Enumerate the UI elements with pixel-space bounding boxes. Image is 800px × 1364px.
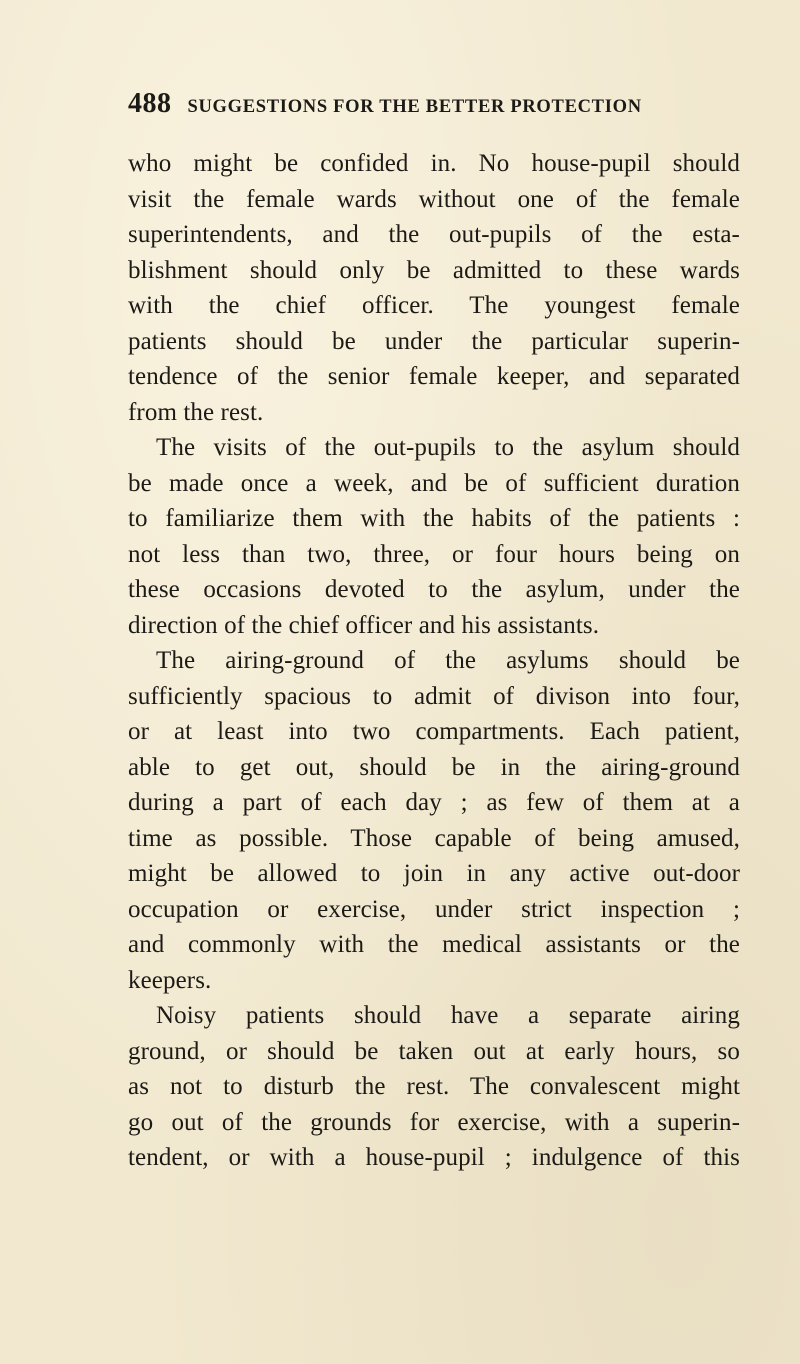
text-line: as not to disturb the rest. The convalescent might	[128, 1073, 740, 1100]
paragraph-start-line: Noisy patients should have a separate airing	[156, 1002, 740, 1029]
text-line: from the rest.	[128, 398, 264, 426]
text-line: tendence of the senior female keeper, and separated	[128, 363, 740, 390]
text-line: go out of the grounds for exercise, with a superin-	[128, 1108, 740, 1136]
running-title: SUGGESTIONS FOR THE BETTER PROTECTION	[187, 97, 642, 117]
text-line: direction of the chief officer and his assistants.	[128, 611, 600, 639]
text-line: keepers.	[128, 966, 212, 994]
text-line: patients should be under the particular superin-	[128, 327, 740, 355]
running-head	[128, 88, 688, 122]
text-line: ground, or should be taken out at early hours, so	[128, 1037, 740, 1065]
text-line: or at least into two compartments. Each patient,	[128, 718, 740, 745]
text-line: and commonly with the medical assistants or the	[128, 931, 740, 958]
text-line: during a part of each day ; as few of them at a	[128, 789, 740, 816]
text-line: time as possible. Those capable of being amused,	[128, 824, 740, 852]
text-line: tendent, or with a house-pupil ; indulgence of this	[128, 1144, 740, 1171]
text-line: blishment should only be admitted to these wards	[128, 256, 740, 284]
text-line: superintendents, and the out-pupils of the esta-	[128, 221, 740, 248]
page-number: 488	[128, 88, 172, 119]
text-line: sufficiently spacious to admit of divison into four,	[128, 682, 740, 710]
body-text	[128, 146, 740, 1176]
text-line: visit the female wards without one of the female	[128, 185, 740, 213]
text-line: who might be confided in. No house-pupil should	[128, 150, 740, 177]
paragraph-start-line: The airing-ground of the asylums should be	[156, 647, 740, 674]
text-line: be made once a week, and be of sufficient duration	[128, 469, 740, 497]
text-line: to familiarize them with the habits of the patients :	[128, 505, 740, 532]
text-line: with the chief officer. The youngest female	[128, 292, 740, 319]
text-line: these occasions devoted to the asylum, under the	[128, 576, 740, 603]
text-line: not less than two, three, or four hours being on	[128, 540, 740, 568]
paragraph-start-line: The visits of the out-pupils to the asylum should	[156, 434, 740, 461]
text-line: occupation or exercise, under strict inspection ;	[128, 895, 740, 923]
text-line: able to get out, should be in the airing-ground	[128, 753, 740, 781]
text-line: might be allowed to join in any active out-door	[128, 860, 740, 887]
